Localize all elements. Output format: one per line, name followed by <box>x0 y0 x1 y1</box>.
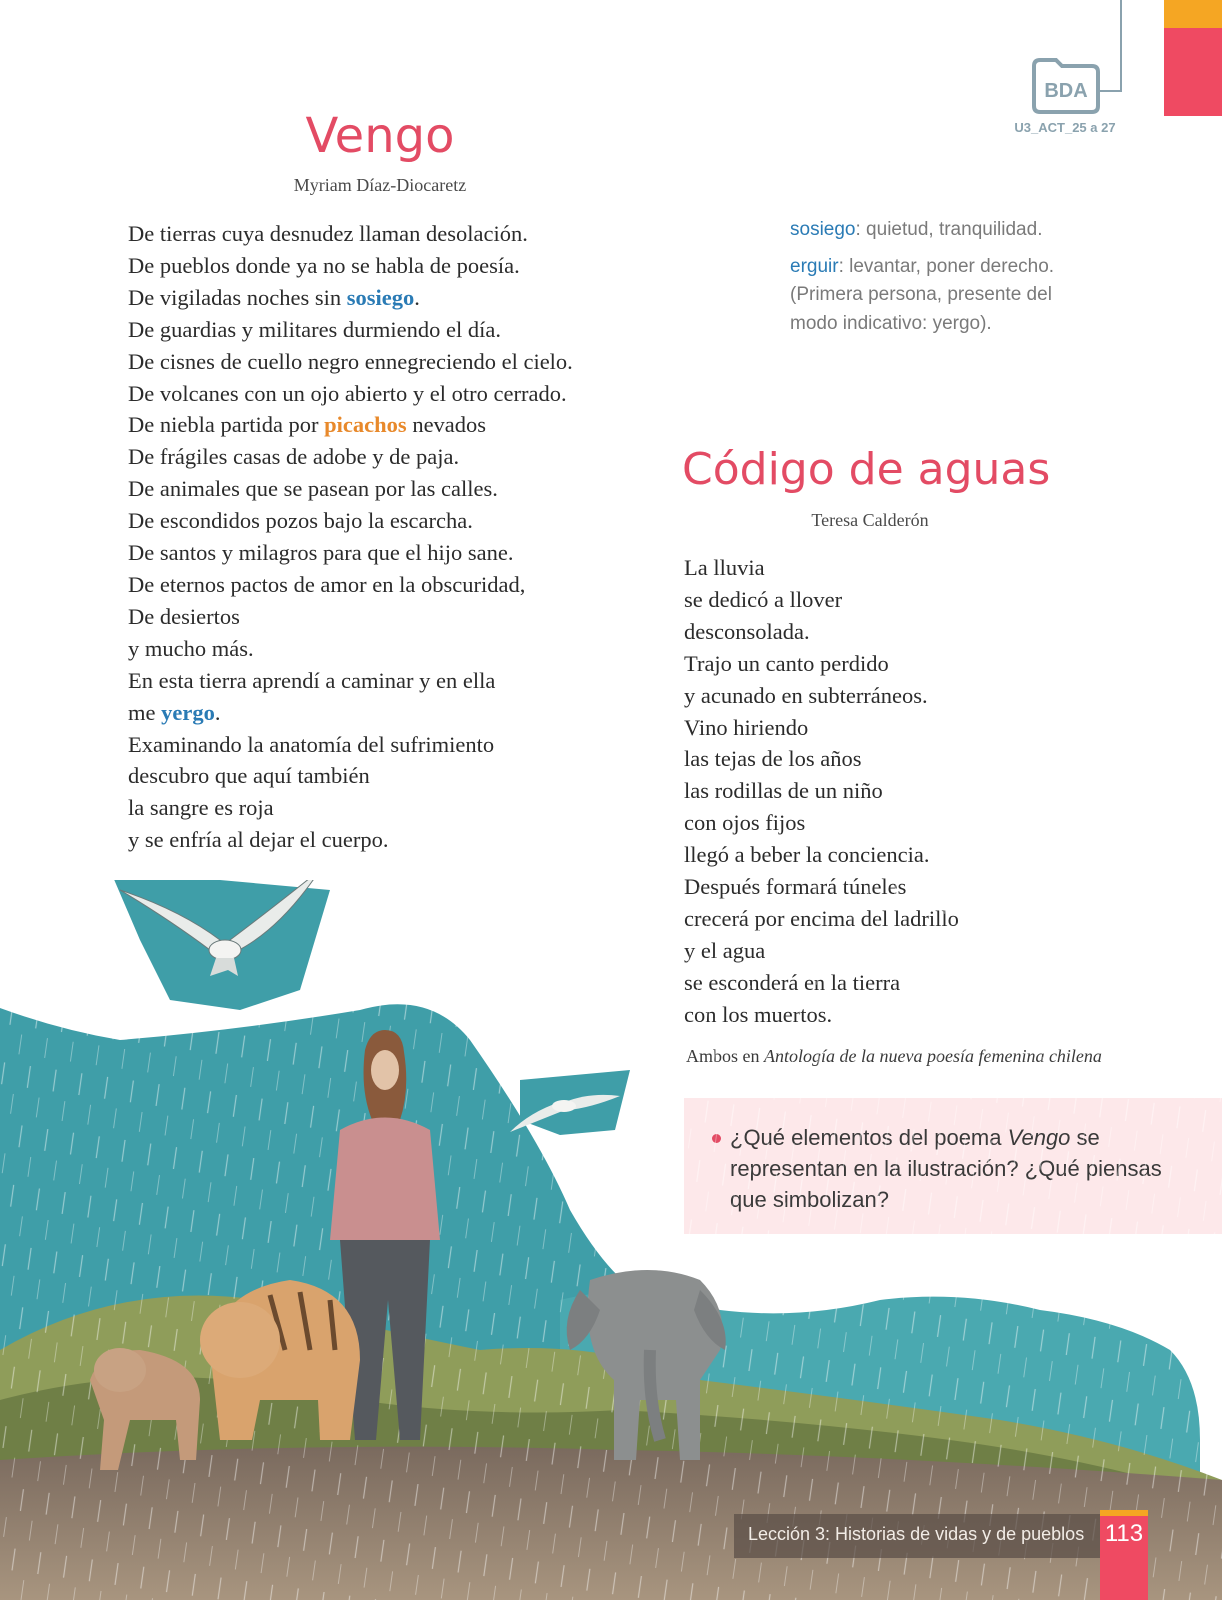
poem1-line: y se enfría al dejar el cuerpo. <box>128 827 389 853</box>
poem2-line: las tejas de los años <box>684 746 862 772</box>
glossary-term: sosiego <box>790 219 856 240</box>
poem1-line: De vigiladas noches sin sosiego. <box>128 284 420 310</box>
poem1-line: De escondidos pozos bajo la escarcha. <box>128 508 473 534</box>
poem2-line: Trajo un canto perdido <box>684 650 889 676</box>
bda-folder-icon[interactable] <box>1030 56 1102 114</box>
poem1-line: De frágiles casas de adobe y de paja. <box>128 444 460 470</box>
poem1-title: Vengo <box>305 108 455 164</box>
poem2-line: Vino hiriendo <box>684 714 809 740</box>
glossary-term: erguir <box>790 255 839 277</box>
poem1-line: De desiertos <box>128 603 240 629</box>
poem1-line: En esta tierra aprendí a caminar y en ella <box>128 667 496 693</box>
poem1-line: De niebla partida por picachos nevados <box>128 412 487 438</box>
glossary-keyword[interactable]: sosiego <box>346 284 415 310</box>
poem1-line: De cisnes de cuello negro ennegreciendo el cielo. <box>128 348 573 374</box>
bda-code: U3_ACT_25 a 27 <box>1014 120 1116 135</box>
svg-text:BDA: BDA <box>1044 80 1088 102</box>
poem2-line: se dedicó a llover <box>684 586 843 612</box>
poem2-line: con ojos fijos <box>684 810 806 836</box>
poem1-line: De animales que se pasean por las calles. <box>128 476 498 502</box>
poem1-author: Myriam Díaz-Diocaretz <box>293 175 467 195</box>
poem1-line: me yergo. <box>128 699 221 725</box>
poem2-author: Teresa Calderón <box>811 510 929 530</box>
page-number: 113 <box>1104 1520 1144 1547</box>
glossary-entry: sosiego: quietud, tranquilidad. <box>790 219 1043 240</box>
poem2-line: desconsolada. <box>684 618 810 644</box>
illustration <box>0 880 1222 1600</box>
poem2-line: La lluvia <box>684 555 765 580</box>
footer-lesson: Lección 3: Historias de vidas y de pueblos <box>748 1524 1085 1544</box>
glossary-entry: erguir: levantar, poner derecho. (Primera persona, presente del modo indicativo: yergo). <box>790 255 1055 334</box>
poem2-line: las rodillas de un niño <box>684 778 883 804</box>
poem1-line: De pueblos donde ya no se habla de poesía. <box>128 252 520 278</box>
bda-connector <box>1120 0 1122 92</box>
corner-tab-red <box>1164 28 1222 116</box>
poem1-line: De tierras cuya desnudez llaman desolación. <box>128 221 528 246</box>
poem1-line: Examinando la anatomía del sufrimiento <box>128 731 495 757</box>
poem1-line: y mucho más. <box>128 635 254 661</box>
poem1-line: De volcanes con un ojo abierto y el otro cerrado. <box>128 380 567 406</box>
glossary <box>790 216 1090 346</box>
glossary-keyword[interactable]: picachos <box>324 412 407 438</box>
poem1-body <box>128 218 668 856</box>
poem1-line: la sangre es roja <box>128 795 274 821</box>
poem1-line: descubro que aquí también <box>128 763 370 789</box>
poem2-title: Código de aguas <box>682 444 1051 495</box>
poem2-line: llegó a beber la conciencia. <box>684 842 930 868</box>
glossary-keyword[interactable]: yergo <box>161 699 215 725</box>
poem1-line: De eternos pactos de amor en la obscuridad, <box>128 571 526 597</box>
poem1-line: De santos y milagros para que el hijo sane. <box>128 540 514 566</box>
poem2-line: y acunado en subterráneos. <box>684 682 928 708</box>
poem1-line: De guardias y militares durmiendo el día. <box>128 316 502 342</box>
corner-tab-orange <box>1164 0 1222 28</box>
